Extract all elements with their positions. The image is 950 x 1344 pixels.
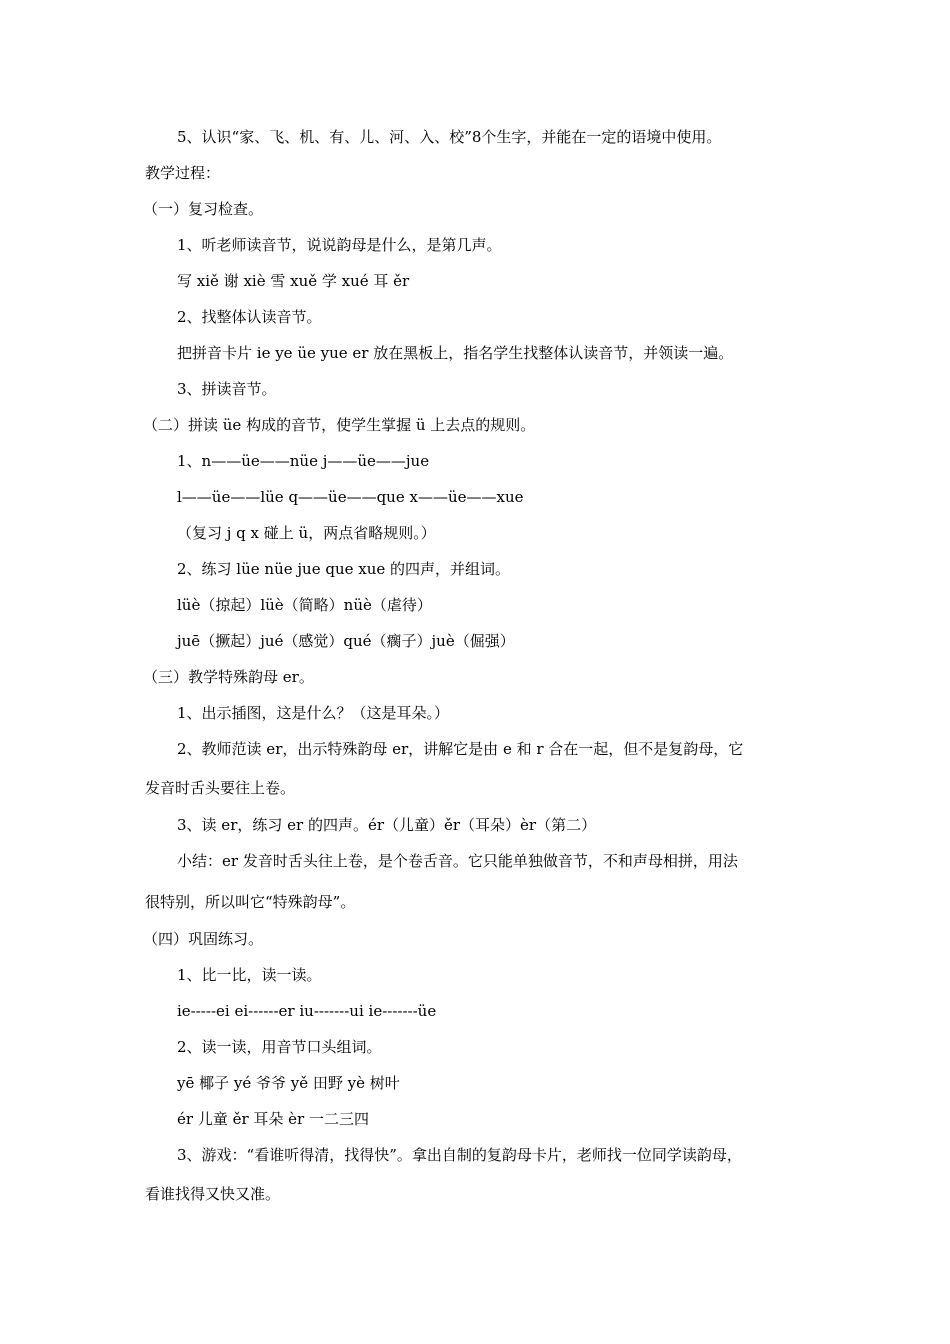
paragraph-line: 3、读 er，练习 er 的四声。ér（儿童）ěr（耳朵）èr（第二） [177,816,597,834]
section-heading: （一）复习检查。 [143,200,264,218]
paragraph-line: 3、拼读音节。 [177,380,277,398]
paragraph-line: 小结：er 发音时舌头往上卷，是个卷舌音。它只能单独做音节，不和声母相拼，用法 [177,852,738,870]
section-heading: （四）巩固练习。 [143,930,264,948]
paragraph-line: 发音时舌头要往上卷。 [145,779,296,797]
section-heading: （三）教学特殊韵母 er。 [143,668,314,686]
paragraph-line: 1、n——üe——nüe j——üe——jue [177,452,430,470]
section-heading: （二）拼读 üe 构成的音节，使学生掌握 ü 上去点的规则。 [143,416,536,434]
paragraph-line: 2、读一读，用音节口头组词。 [177,1038,382,1056]
paragraph-line: 把拼音卡片 ie ye üe yue er 放在黑板上，指名学生找整体认读音节，并领读一遍。 [177,344,734,362]
paragraph-line: （复习 j q x 碰上 ü，两点省略规则。） [177,524,436,542]
paragraph-line: 很特别，所以叫它“特殊韵母”。 [145,893,356,911]
section-heading: 教学过程： [145,164,221,182]
paragraph-line: 2、教师范读 er，出示特殊韵母 er，讲解它是由 e 和 r 合在一起，但不是复韵母，它 [177,740,744,758]
paragraph-line: yē 椰子 yé 爷爷 yě 田野 yè 树叶 [177,1074,400,1092]
paragraph-line: juē（撅起）jué（感觉）qué（瘸子）juè（倔强） [177,632,515,650]
paragraph-line: 看谁找得又快又准。 [145,1185,281,1203]
paragraph-line: l——üe——lüe q——üe——que x——üe——xue [177,488,524,506]
paragraph-line: 1、出示插图，这是什么？（这是耳朵。） [177,704,450,722]
paragraph-line: lüè（掠起）lüè（简略）nüè（虐待） [177,596,432,614]
paragraph-line: ie-----ei ei------er iu-------ui ie-------üe [177,1002,437,1020]
paragraph-line: 2、练习 lüe nüe jue que xue 的四声，并组词。 [177,560,511,578]
paragraph-line: ér 儿童 ěr 耳朵 èr 一二三四 [177,1110,369,1128]
paragraph-line: 写 xiě 谢 xiè 雪 xuě 学 xué 耳 ěr [177,272,410,290]
paragraph-line: 2、找整体认读音节。 [177,308,322,326]
paragraph-line: 1、比一比，读一读。 [177,966,322,984]
paragraph-line: 1、听老师读音节，说说韵母是什么，是第几声。 [177,236,502,254]
objective-line: 5、认识“家、飞、机、有、儿、河、入、校”8个生字，并能在一定的语境中使用。 [177,128,722,146]
paragraph-line: 3、游戏：“看谁听得清，找得快”。拿出自制的复韵母卡片，老师找一位同学读韵母， [177,1146,742,1164]
